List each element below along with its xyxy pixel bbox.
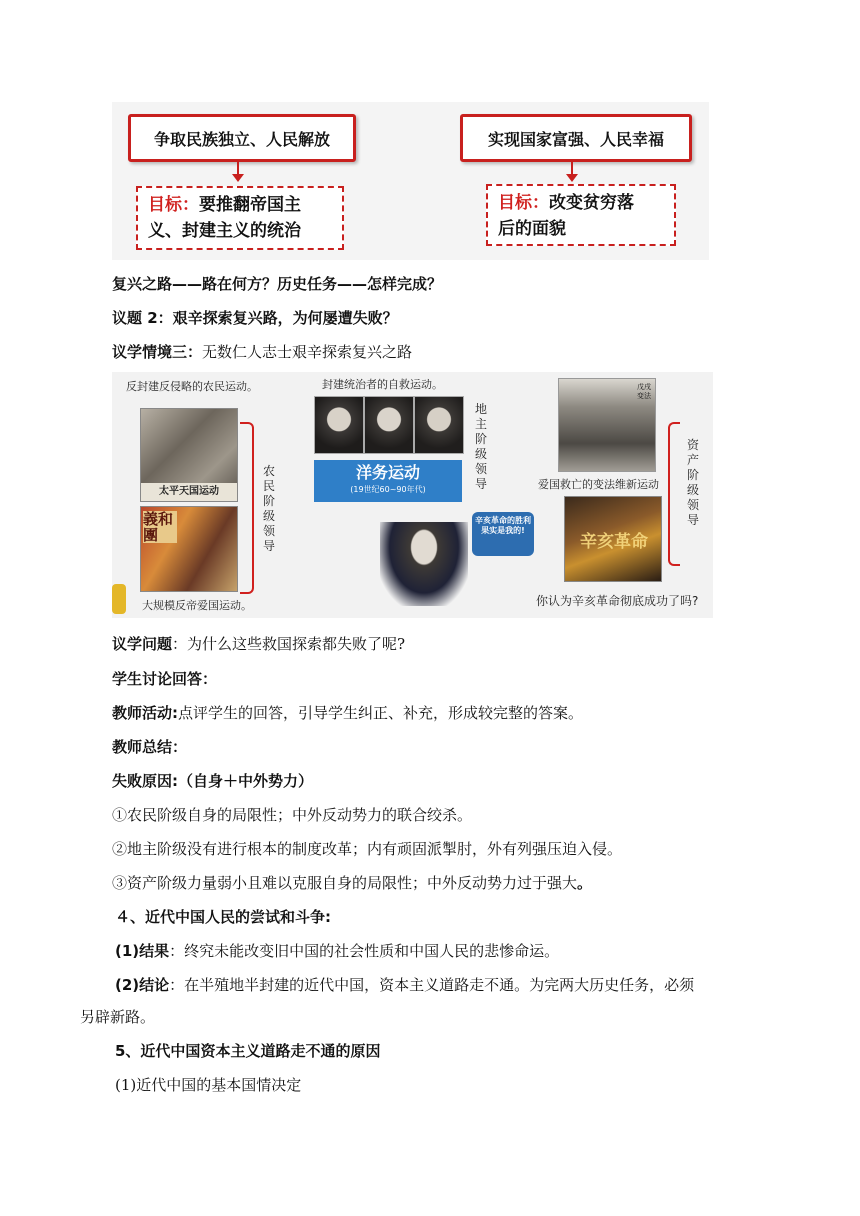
bourgeois-bracket [668, 422, 680, 566]
conclusion-label: (2)结论 [115, 976, 170, 994]
teacher-activity [112, 702, 583, 724]
xinhai-label: 辛亥革命 [580, 532, 648, 552]
xinhai-photo [564, 496, 662, 582]
exploration-figure [112, 372, 713, 618]
portrait-2 [364, 396, 414, 454]
caption-feudal: 封建统治者的自救运动。 [322, 378, 443, 391]
conclusion-line-2: 另辟新路。 [80, 1008, 156, 1026]
heading-revival-road: 复兴之路——路在何方？历史任务——怎样完成？ [112, 275, 443, 293]
reform-photo [558, 378, 656, 472]
right-goal-box [486, 184, 676, 246]
question-label: 议学问题 [112, 635, 173, 653]
yuan-shikai-photo [380, 522, 468, 606]
yangwu-banner [314, 460, 462, 502]
left-task-box [128, 114, 356, 162]
section-4-heading: ４、近代中国人民的尝试和斗争: [115, 908, 332, 926]
right-goal-line2: 后的面貌 [498, 219, 566, 239]
portrait-1 [314, 396, 364, 454]
caption-reform: 爱国救亡的变法维新运动 [538, 478, 659, 491]
heading-topic-2: 议题 2：艰辛探索复兴路，为何屡遭失败？ [112, 309, 398, 327]
teacher-activity-label: 教师活动: [112, 704, 178, 722]
caption-question: 你认为辛亥革命彻底成功了吗? [536, 594, 699, 608]
right-goal-label: 目标： [498, 193, 549, 213]
reason-3-end: 。 [577, 874, 593, 892]
conclusion-line [115, 974, 694, 996]
left-goal-line2: 义、封建主义的统治 [148, 221, 301, 241]
taiping-label: 太平天国运动 [141, 483, 237, 501]
right-goal-line1: 改变贫穷落 [549, 193, 634, 213]
peasant-bracket [240, 422, 254, 594]
teacher-summary: 教师总结： [112, 738, 188, 756]
boxer-label: 義和團 [143, 511, 177, 543]
scenario-label: 议学情境三： [112, 343, 203, 361]
caption-peasant: 反封建反侵略的农民运动。 [126, 380, 258, 393]
reason-1: ①农民阶级自身的局限性；中外反动势力的联合绞杀。 [112, 806, 473, 824]
yangwu-title: 洋务运动 [355, 463, 420, 482]
tasks-figure [112, 102, 709, 260]
taiping-photo [140, 408, 238, 502]
vertical-landlord: 地主阶级领导 [474, 402, 487, 491]
lantern-icon [112, 584, 126, 614]
left-goal-line1: 要推翻帝国主 [199, 195, 301, 215]
right-task-box [460, 114, 692, 162]
reason-3-text: ③资产阶级力量弱小且难以克服自身的局限性；中外反动势力过于强大 [112, 874, 578, 892]
left-goal-label: 目标： [148, 195, 199, 215]
vertical-bourgeois: 资产阶级领导 [686, 438, 699, 527]
scenario-text: 无数仁人志士艰辛探索复兴之路 [202, 343, 413, 361]
result-line [115, 940, 559, 962]
right-task-title: 实现国家富强、人民幸福 [487, 129, 664, 149]
speech-bubble [472, 512, 534, 556]
yangwu-subtitle: (19世纪60~90年代) [350, 485, 426, 494]
discussion-question [112, 633, 405, 655]
result-text: ：终究未能改变旧中国的社会性质和中国人民的悲惨命运。 [169, 942, 560, 960]
boxer-photo [140, 506, 238, 592]
scenario-3 [112, 341, 412, 363]
conclusion-text: ：在半殖地半封建的近代中国，资本主义道路走不通。为完两大历史任务，必须 [169, 976, 695, 994]
left-arrow-head [232, 174, 244, 182]
question-text: ：为什么这些救国探索都失败了呢? [172, 635, 406, 653]
wuxu-label: 戊戌变法 [637, 383, 651, 400]
teacher-activity-text: 点评学生的回答，引导学生纠正、补充，形成较完整的答案。 [178, 704, 584, 722]
failure-reasons-heading: 失败原因:（自身＋中外势力） [112, 772, 313, 790]
reason-3 [112, 872, 592, 894]
result-label: (1)结果 [115, 942, 170, 960]
subsection-1: (1)近代中国的基本国情决定 [115, 1076, 302, 1094]
bubble-text: 辛亥革命的胜利果实是我的! [475, 516, 531, 535]
student-discussion: 学生讨论回答： [112, 670, 218, 688]
right-arrow-head [566, 174, 578, 182]
left-task-title: 争取民族独立、人民解放 [153, 129, 330, 149]
vertical-peasant: 农民阶级领导 [262, 464, 275, 553]
section-5-heading: 5、近代中国资本主义道路走不通的原因 [115, 1042, 381, 1060]
caption-boxer: 大规模反帝爱国运动。 [142, 599, 252, 612]
portrait-3 [414, 396, 464, 454]
reason-2: ②地主阶级没有进行根本的制度改革；内有顽固派掣肘，外有列强压迫入侵。 [112, 840, 623, 858]
left-goal-box [136, 186, 344, 250]
